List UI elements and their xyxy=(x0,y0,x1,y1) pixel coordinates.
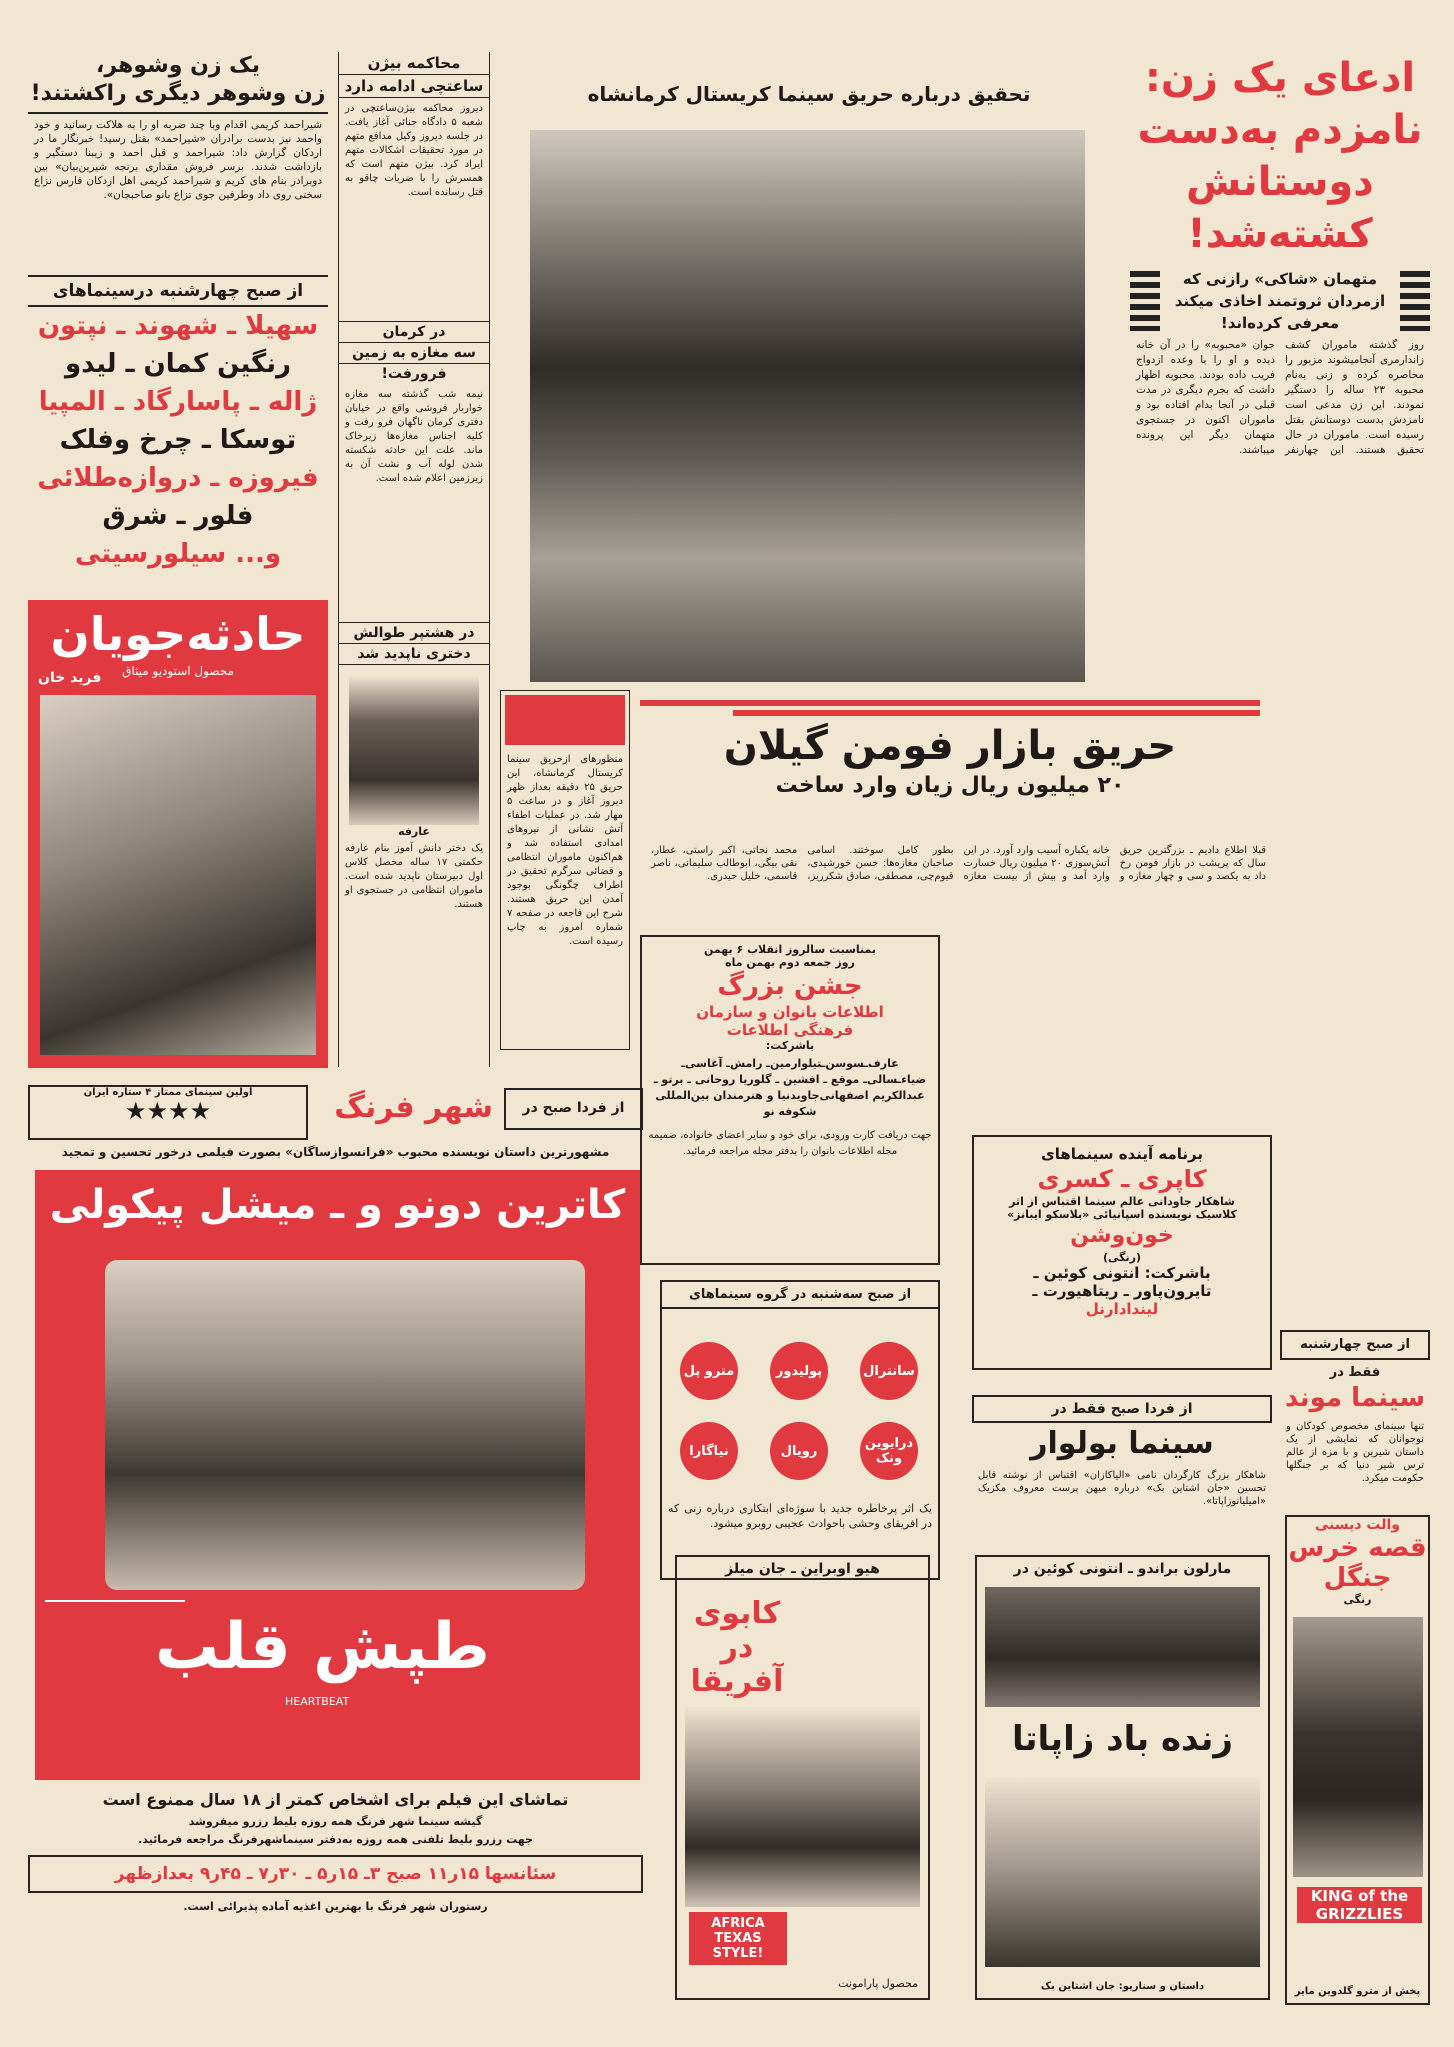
tuesday-desc: یک اثر پرخاطره جدید با سوژه‌ای ابتکاری درباره زنی که در افریقای وحشی باحوادث عجیبی روبرو میشود. xyxy=(668,1502,932,1530)
africa-en-title: AFRICA TEXAS STYLE! xyxy=(689,1912,787,1965)
claim-deck: متهمان «شاکی» رازنی که ازمردان ثروتمند اخاذی میکند معرفی کرده‌اند! xyxy=(1174,270,1386,332)
zapata-photo-2 xyxy=(985,1777,1260,1967)
cinema-line-5: فیروزه ـ دروازه‌طلائی xyxy=(37,463,319,493)
kerman-heading-2: سه مغازه به زمین xyxy=(339,342,489,364)
claim-headline-2: نامزدم به‌دست xyxy=(1137,107,1423,153)
circle-1: سانترال xyxy=(860,1342,918,1400)
shahr-strip: مشهورترین داستان نویسنده محبوب «فرانسواز‌ساگان» بصورت فیلمی درخور تحسین و تمجید xyxy=(61,1145,610,1159)
cinema-ad-hadese xyxy=(28,275,328,1325)
fuman-body: قبلا اطلاع دادیم ـ بزرگترین حریق سال که پریشب در بازار فومن رخ داد به یکصد و سی و چهار مغازه و خانه یکباره آسیب وارد آورد. در این آتش‌سوزی ۲۰ میلیون ریال خسارت وارد آمد و بیش از بیست مغازه بطور کامل سوختند. اسامی صاحبان مغازه‌ها: حسن خورشیدی، قیوم‌چی، مصطفی، صادق شکرریز، محمد نجاتی، اکبر راستی، عطار، نقی بیگی، ابوطالب سلیمانی، ناصر قاسمی، خلیل حیدری. xyxy=(651,845,1266,882)
mond-only: فقط در xyxy=(1329,1365,1381,1380)
zapata-poster xyxy=(975,1555,1270,2000)
tuesday-heading: از صبح سه‌شنبه در گروه سینماهای xyxy=(662,1282,938,1309)
claim-body: روز گذشته ماموران کشف زاندارمری آنجامیشوند مزبور را محاصره کرده و زنی به‌نام محبوبه ۲۳ ساله را دستگیر نمودند. این زن مدعی است نامزدش بدست دوستانش بقتل رسیده است. ماموران در حال تحقیق هستند. این چهارنفر جوان «محبوبه» را در آن خانه دیده و او را با وعده ازدواج فریب داده بودند. محبوبه اظهار داشت که بجرم دیگری در مدت قبلی در آنجا بدام افتاده بود و ماموران اکنون در جستجوی متهمان دیگر این پرونده میباشند. xyxy=(1136,339,1425,456)
africa-title: کابوی در آفریقا xyxy=(690,1596,784,1699)
capri-desc-2: کلاسیک نویسنده اسپانیائی «بلاسکو ایبانز» xyxy=(1007,1208,1237,1221)
fuman-subheadline: ۲۰ میلیون ریال زیان وارد ساخت xyxy=(775,773,1125,798)
kerman-heading-3: فرورفت! xyxy=(381,366,447,382)
grizzly-credit: پخش از مترو گلدوین مایر xyxy=(1294,1986,1421,1997)
claim-headline-1: ادعای یک زن: xyxy=(1144,55,1416,101)
restaurant: رستوران شهر فرنگ با بهترین اغذیه آماده پذیرائی است. xyxy=(183,1900,488,1913)
girl-caption: عارفه xyxy=(398,825,430,838)
mond-tagline: تنها سینمای مخصوص کودکان و نوجوانان که نمایشی از یک داستان شیرین و با مزه از عالم ترس شیر دنیا که بر جنگلها حکومت میکرد. xyxy=(1286,1421,1424,1484)
grizzly-studio: والت دیسنی xyxy=(1314,1517,1401,1533)
capri-heading: برنامه آینده سینماهای xyxy=(1041,1145,1203,1163)
showtimes: سئانسها ۱۵ر۱۱ صبح ۳ـ ۱۵ر۵ ـ ۳۰ر۷ ـ ۴۵ر۹ بعدازظهر xyxy=(114,1864,557,1884)
column-2 xyxy=(338,52,490,1067)
heartbeat-poster xyxy=(35,1170,640,1780)
mond-heading: از صبح چهارشنبه xyxy=(1300,1337,1410,1352)
kermanshah-side-body: منظورهای ازحریق سینما کریستال کرمانشاه، این حریق ۲۵ دقیقه بعداز ظهر دیروز آغاز و در ساعت ۵ مهار شد. در عملیات اطفاء آتش نشانی از نیروهای امدادی استفاده شد و هم‌اکنون ماموران انتظامی و قضائی سرگرم تحقیق در اطراف چگونگی بوجود آمدن این حریق هستند. شرح این فاجعه در صفحه ۷ شماره امروز به چاپ رسیده است. xyxy=(507,754,623,947)
celebration-artists: عارف‌ـسوسن‌ـتیلوارمین‌ـ رامش‌ـ آغاسی‌ـ ضیاء‌ـسالی‌ـ موقع ـ افشین ـ گلوریا روحانی ـ برتو ـ عبدالکریم اصفهانی‌جاویدنیا و هنرمندان بین‌المللی شکوفه نو xyxy=(653,1057,927,1118)
celebration-line-2: روز جمعه دوم بهمن ماه xyxy=(725,956,855,969)
africa-poster xyxy=(675,1555,930,2000)
shahr-name: شهر فرنگ xyxy=(334,1090,493,1125)
celebration-sub-2: فرهنگی اطلاعات xyxy=(726,1021,854,1039)
kerman-heading-1: در کرمان xyxy=(339,321,489,342)
mond-cinema: سینما موند xyxy=(1284,1383,1426,1413)
circle-3: مترو پل xyxy=(680,1342,738,1400)
capri-actors-2: تایرون‌پاور ـ ریتاهیورت ـ xyxy=(1032,1282,1212,1300)
boulevard-name: سینما بولوار xyxy=(1030,1426,1214,1461)
capri-actors-3: لیندادارنل xyxy=(1085,1300,1159,1318)
celebration-line-1: بمناسبت سالروز انقلاب ۶ بهمن xyxy=(703,943,877,956)
poster-credit: فرید خان xyxy=(38,670,102,686)
girl-heading-1: در هشتپر طوالش xyxy=(339,622,489,643)
capri-color: (رنگی) xyxy=(1102,1251,1142,1264)
celebration-box xyxy=(640,935,940,1265)
grizzly-title: قصه خرس جنگل xyxy=(1288,1533,1427,1593)
restriction: تماشای این فیلم برای اشخاص کمتر از ۱۸ سال ممنوع است xyxy=(102,1790,569,1809)
ad-heading: از صبح چهارشنبه درسینماهای xyxy=(28,275,328,307)
circle-6: نیاگارا xyxy=(680,1422,738,1480)
poster-subtitle: محصول استودیو میثاق xyxy=(122,664,234,678)
kerman-body: نیمه شب گذشته سه مغازه خواربار فروشی واقع در خیابان دفتری کرمان ناگهان فرو رفت و کلیه اجناس مغازه‌ها زیرخاک ماند. علت این حادثه شکسته شدن لوله آب و نشت آن به زیرزمین اعلام شده است. xyxy=(345,389,483,484)
heartbeat-actors: کاترین دونو و ـ میشل پیکولی xyxy=(49,1182,626,1228)
girl-photo xyxy=(349,675,479,825)
shahr-stars-label: اولین سینمای ممتاز ۴ ستاره ایران xyxy=(83,1087,253,1098)
kermanshah-side xyxy=(500,690,630,1050)
boulevard-desc: شاهکار بزرگ کارگردان نامی «الیاکازان» اقتباس از نوشته قابل تحسین «جان اشتاین بک» درباره میهن پرست معروف مکزیک «امیلیانوزاپاتا». xyxy=(978,1470,1266,1507)
capri-cinemas: کاپری ـ کسری xyxy=(1037,1165,1207,1193)
kermanshah-story xyxy=(500,52,1118,682)
heartbeat-photo xyxy=(105,1260,585,1590)
zapata-credit: داستان و سناریو: جان اشتاین بک xyxy=(1040,1981,1205,1992)
deck-bars-left xyxy=(1130,271,1160,331)
grizzly-color: رنگی xyxy=(1343,1593,1372,1606)
couple-headline-1: یک زن وشوهر، xyxy=(96,53,260,78)
claim-deck-row xyxy=(1130,268,1430,334)
celebration-title: جشن بزرگ xyxy=(717,971,863,1001)
trial-heading-1: محاکمه بیژن xyxy=(339,52,489,75)
deck-bars-right xyxy=(1400,271,1430,331)
cinema-line-4: توسکا ـ چرخ وفلک xyxy=(59,425,297,455)
cinema-line-7: و... سیلورسیتی xyxy=(74,539,281,569)
capri-ad xyxy=(972,1135,1272,1370)
trial-body: دیروز محاکمه بیژن‌ساعتچی در شعبه ۵ دادگاه جنائی آغاز یافت. در جلسه دیروز وکیل مدافع متهم در مورد تحقیقات اشکالات متهم ایراد کرد. بیژن متهم است که همسرش را با ضربات چاقو به قتل رسانده است. xyxy=(345,103,483,198)
poster-title: حادثه‌جویان xyxy=(50,607,306,661)
side-red-bar xyxy=(505,695,625,745)
shahr-stars-box xyxy=(28,1085,308,1140)
hadese-poster xyxy=(28,600,328,1068)
grizzly-en-title: KING of the GRIZZLIES xyxy=(1297,1887,1422,1923)
circle-5: رویال xyxy=(770,1422,828,1480)
celebration-with: باشرکت: xyxy=(765,1039,815,1052)
grizzly-photo xyxy=(1293,1617,1423,1877)
africa-stars: هیو اوبراین ـ جان میلز xyxy=(725,1561,880,1577)
heartbeat-title: طپش قلب xyxy=(155,1610,490,1684)
celebration-info: جهت دریافت کارت ورودی، برای خود و سایر اعضای خانواده، ضمیمه مجله اطلاعات بانوان را بدفتر مجله مراجعه فرمائید. xyxy=(648,1130,932,1157)
circle-2: پولیدور xyxy=(770,1342,828,1400)
mond-heading-box xyxy=(1280,1330,1430,1360)
celebration-sub-1: اطلاعات بانوان و سازمان xyxy=(696,1003,884,1021)
claim-headline-3: دوستانش کشته‌شد! xyxy=(1186,159,1374,257)
couple-body: شیراحمد کریمی اقدام وبا چند ضربه او را به هلاکت رسانید و خود واحمد نیز بدست برادران «شیراحمد» بقتل رسید! خبرنگار ما در اردکان گزارش داد: شیراحمد و قبل احمد و زیبنا دستگیر و بازداشت شدند. برسر فروش مقداری برنجه شیرین‌بیان» بین دوبرادر بنام های کریم و شیراحمد کریمی اهل اردکان فارس نزاع سختی روی داد وطرفین جوی تزاع بانو صاحبجان». xyxy=(34,119,322,201)
zapata-stars: مارلون براندو ـ انتونی کوئین در xyxy=(1013,1561,1232,1577)
shahr-stars: ★★★★ xyxy=(124,1097,212,1125)
cinema-line-3: ژاله ـ پاسارگاد ـ المپیا xyxy=(38,387,318,417)
circle-4: درایوین ونک xyxy=(860,1422,918,1480)
mond-box xyxy=(1280,1365,1430,1515)
cinema-line-2: رنگین کمان ـ لیدو xyxy=(65,349,291,379)
couple-headline-2: زن وشوهر دیگری راکشتند! xyxy=(28,80,328,114)
ticket-2: جهت رزرو بلیط تلفنی همه روزه به‌دفتر سینماشهرفرنگ مراجعه فرمائید. xyxy=(138,1833,533,1846)
boulevard-heading: از فردا صبح فقط در xyxy=(972,1395,1272,1423)
cinema-line-6: فلور ـ شرق xyxy=(102,501,254,531)
girl-heading-2: دختری ناپدید شد xyxy=(339,643,489,665)
trial-heading-2: ساعتچی ادامه دارد xyxy=(339,75,489,98)
girl-body: یک دختر دانش آموز بنام عارفه حکمتی ۱۷ ساله محصل کلاس اول دبیرستان ناپدید شده است. ماموران انتظامی در جستجوی او هستند. xyxy=(345,843,483,910)
fuman-headline: حریق بازار فومن گیلان xyxy=(723,723,1177,769)
capri-film: خون‌وشن xyxy=(1070,1223,1174,1248)
shahr-tomorrow: از فردا صبح در xyxy=(504,1088,643,1130)
capri-with: باشرکت: انتونی کوئین ـ xyxy=(1033,1264,1211,1282)
fire-photo xyxy=(530,130,1085,682)
grizzly-poster xyxy=(1285,1515,1430,2005)
africa-photo xyxy=(685,1707,920,1907)
heartbeat-line xyxy=(45,1600,185,1602)
capri-desc-1: شاهکار جاودانی عالم سینما اقتباس از اثر xyxy=(1009,1195,1235,1208)
tuesday-cinemas xyxy=(660,1280,940,1580)
couple-story xyxy=(28,52,328,272)
cinema-line-1: سهیلا ـ شهوند ـ نپتون xyxy=(37,311,319,341)
boulevard-ad xyxy=(972,1395,1272,1535)
showtimes-box xyxy=(28,1855,643,1893)
kermanshah-headline: تحقیق درباره حریق سینما کریستال کرمانشاه xyxy=(587,82,1031,106)
poster-photo xyxy=(40,695,316,1055)
heartbeat-en: HEARTBEAT xyxy=(285,1695,350,1708)
africa-credit: محصول پارامونت xyxy=(838,1977,918,1990)
zapata-title: زنده باد زاپاتا xyxy=(1012,1719,1233,1759)
zapata-photo xyxy=(985,1587,1260,1707)
ticket-1: گیشه سینما شهر فرنگ همه روزه بلیط رزرو میفروشد xyxy=(188,1815,483,1828)
